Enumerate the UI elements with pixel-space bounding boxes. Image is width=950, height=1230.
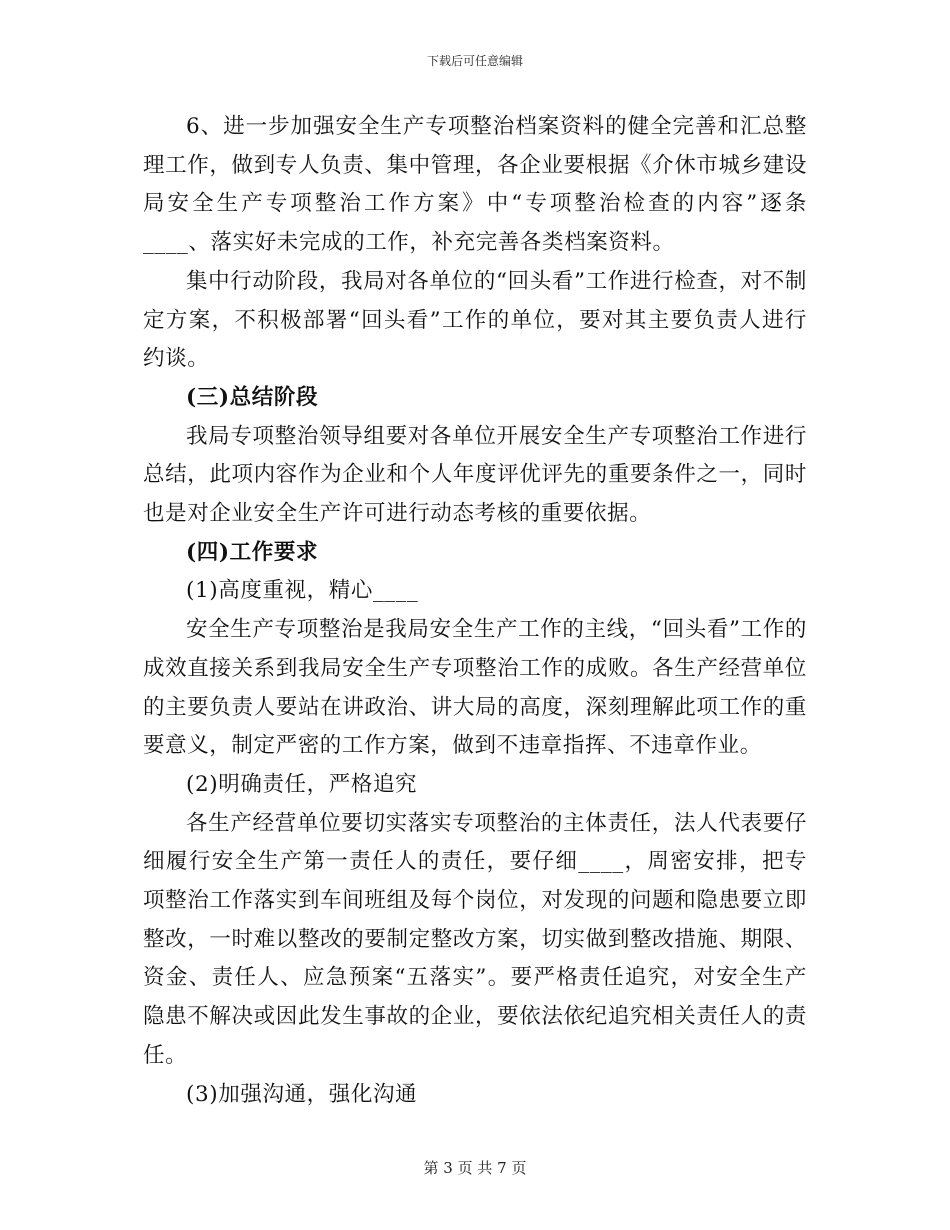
subheading-communication: (3)加强沟通，强化沟通 xyxy=(186,1081,418,1107)
paragraph-responsibility: 各生产经营单位要切实落实专项整治的主体责任，法人代表要仔细履行安全生产第一责任人的责任，要仔细____，周密安排，把专项整治工作落实到车间班组及每个岗位，对发现的问题和隐患要立即整改，一时难以整改的要制定整改方案，切实做到整改措施、期限、资金、责任人、应急预案“五落实”。要严格责任追究，对安全生产隐患不解决或因此发生事故的企业，要依法依纪追究相关责任人的责任。 xyxy=(143,810,807,1068)
section-heading-summary: (三)总结阶段 xyxy=(186,384,319,410)
page-header: 下载后可任意编辑 xyxy=(426,54,523,68)
paragraph-summary: 我局专项整治领导组要对各单位开展安全生产专项整治工作进行总结，此项内容作为企业和个人年度评优评先的重要条件之一，同时也是对企业安全生产许可进行动态考核的重要依据。 xyxy=(143,423,807,527)
subheading-attention: (1)高度重视，精心____ xyxy=(186,578,419,604)
section-heading-requirements: (四)工作要求 xyxy=(186,539,319,565)
document-body xyxy=(143,108,807,1114)
page-footer: 第 3 页 共 7 页 xyxy=(423,1159,527,1177)
paragraph-concentrated-action: 集中行动阶段，我局对各单位的“回头看”工作进行检查，对不制定方案，不积极部署“回头看”工作的单位，要对其主要负责人进行约谈。 xyxy=(143,268,807,372)
subheading-responsibility: (2)明确责任，严格追究 xyxy=(186,771,418,797)
paragraph-attention: 安全生产专项整治是我局安全生产工作的主线，“回头看”工作的成效直接关系到我局安全生产专项整治工作的成败。各生产经营单位的主要负责人要站在讲政治、讲大局的高度，深刻理解此项工作的重要意义，制定严密的工作方案，做到不违章指挥、不违章作业。 xyxy=(143,617,807,759)
paragraph-item-6: 6、进一步加强安全生产专项整治档案资料的健全完善和汇总整理工作，做到专人负责、集中管理，各企业要根据《介休市城乡建设局安全生产专项整治工作方案》中“专项整治检查的内容”逐条____、落实好未完成的工作，补充完善各类档案资料。 xyxy=(143,114,807,256)
